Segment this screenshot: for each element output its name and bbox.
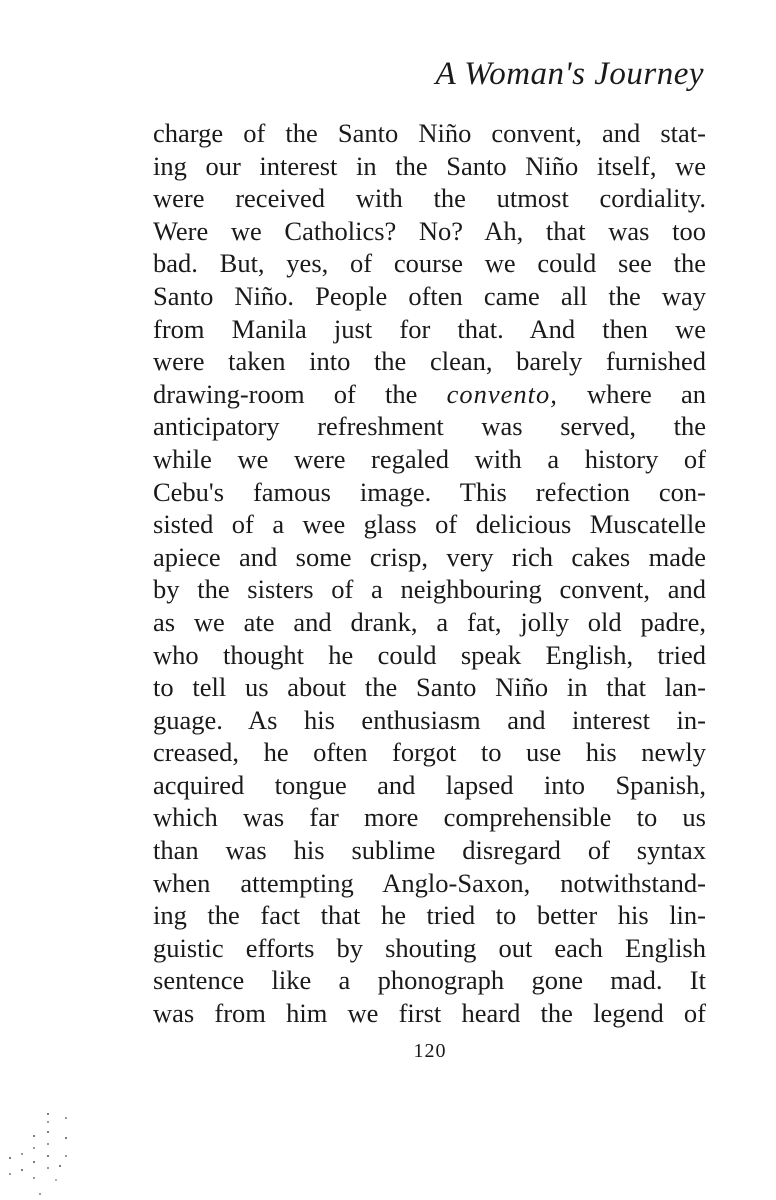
scan-specks (0, 1108, 90, 1200)
text-line: sisted of a wee glass of delicious Muscatelle (153, 509, 706, 540)
text-line: who thought he could speak English, tried (153, 639, 706, 670)
text-segment: where an (557, 378, 706, 409)
text-line: ing the fact that he tried to better his lin- (153, 900, 706, 931)
page-number: 120 (413, 1040, 447, 1062)
text-line: from Manila just for that. And then we (153, 313, 706, 344)
text-line: by the sisters of a neighbouring convent, and (153, 574, 706, 605)
text-line: Cebu's famous image. This refection con- (153, 476, 706, 507)
text-line: bad. But, yes, of course we could see the (153, 248, 706, 279)
text-line-with-italic (153, 378, 706, 411)
italic-word: convento, (446, 378, 558, 409)
text-line: than was his sublime disregard of syntax (153, 835, 706, 866)
text-line: Santo Niño. People often came all the way (153, 280, 706, 311)
text-line: ing our interest in the Santo Niño itself, we (153, 150, 706, 181)
text-line: to tell us about the Santo Niño in that lan- (153, 672, 706, 703)
text-line: when attempting Anglo-Saxon, notwithstand- (153, 867, 706, 898)
text-line: which was far more comprehensible to us (153, 802, 706, 833)
text-line: sentence like a phonograph gone mad. It (153, 965, 706, 996)
text-line: acquired tongue and lapsed into Spanish, (153, 769, 706, 800)
text-line: as we ate and drank, a fat, jolly old padre, (153, 606, 706, 637)
text-line: Were we Catholics? No? Ah, that was too (153, 215, 706, 246)
text-line: apiece and some crisp, very rich cakes made (153, 541, 706, 572)
text-segment: drawing-room of the (153, 378, 447, 409)
text-line: creased, he often forgot to use his newly (153, 737, 706, 768)
running-head: A Woman's Journey (435, 56, 704, 92)
text-line: were received with the utmost cordiality. (153, 183, 706, 214)
text-line: guistic efforts by shouting out each English (153, 932, 706, 963)
text-line: guage. As his enthusiasm and interest in- (153, 704, 706, 735)
text-line: were taken into the clean, barely furnished (153, 346, 706, 377)
text-line: while we were regaled with a history of (153, 443, 706, 474)
text-line: was from him we first heard the legend of (153, 998, 706, 1029)
text-line: charge of the Santo Niño convent, and stat- (153, 118, 706, 148)
body-text (153, 117, 706, 1030)
text-line: anticipatory refreshment was served, the (153, 411, 706, 442)
